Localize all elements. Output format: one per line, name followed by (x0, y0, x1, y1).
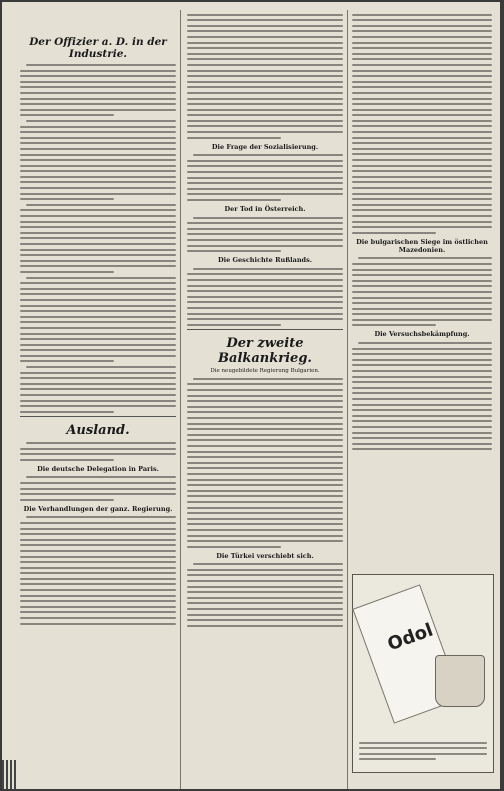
column-middle (187, 10, 343, 789)
article-body (352, 14, 492, 234)
newspaper-page (2, 2, 500, 789)
article-heading: Der Offizier a. D. in der Industrie. (29, 36, 167, 60)
subheading: Die deutsche Delegation in Paris. (37, 464, 159, 473)
article-body (352, 257, 492, 326)
section-rule (187, 329, 343, 330)
column-left (20, 30, 176, 789)
subheading: Die Versuchsbekämpfung. (374, 330, 470, 339)
article-body (187, 268, 343, 326)
column-divider (347, 10, 348, 789)
advertisement (352, 574, 494, 773)
subheading: Die Türkei verschiebt sich. (216, 551, 314, 560)
article-body (20, 476, 176, 500)
section-heading: Ausland. (66, 423, 130, 439)
article-body (187, 378, 343, 548)
ad-brand-logo: Odol (384, 619, 436, 656)
subheading: Die Verhandlungen der ganz. Regierung. (23, 504, 173, 513)
section-heading: Der zweite Balkankrieg. (218, 336, 312, 367)
article-body (187, 217, 343, 253)
subheading: Die Frage der Sozialisierung. (211, 142, 319, 151)
article-body (20, 442, 176, 461)
article-body (20, 64, 176, 413)
subheading: Der Tod in Österreich. (224, 205, 306, 213)
scan-edge-marker (2, 760, 18, 789)
ad-text-block (359, 738, 487, 764)
subheading: Die bulgarischen Siege im östlichen Mazedonien. (356, 237, 488, 254)
article-body (352, 342, 492, 450)
subheading: Die Geschichte Rußlands. (217, 256, 313, 265)
column-right (352, 10, 492, 567)
column-divider (180, 10, 181, 789)
section-rule (20, 416, 176, 417)
article-body (187, 154, 343, 201)
section-caption: Die neugebildete Regierung Bulgarien. (210, 368, 320, 375)
basin-illustration (435, 655, 485, 707)
article-body (20, 516, 176, 624)
article-body (187, 563, 343, 627)
article-body (187, 14, 343, 139)
